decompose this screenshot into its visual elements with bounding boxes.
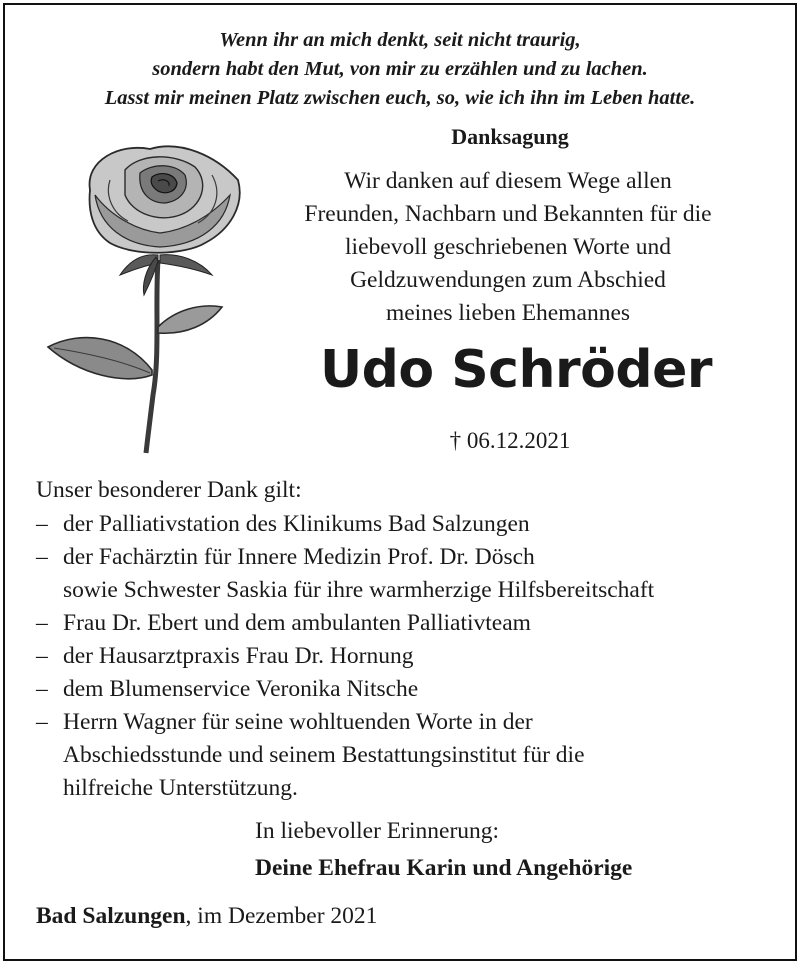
list-item-line: Herrn Wagner für seine wohltuenden Worte in der: [63, 709, 533, 735]
list-item-line: der Fachärztin für Innere Medizin Prof. Dr. Dösch: [63, 544, 535, 570]
signature-family: Deine Ehefrau Karin und Angehörige: [255, 855, 633, 881]
list-item-line: Abschiedsstunde und seinem Bestattungsinstitut für die: [63, 742, 585, 768]
thanks-intro: Unser besonderer Dank gilt:: [36, 477, 302, 503]
deceased-name: Udo Schröder: [319, 340, 713, 400]
list-item-line: der Hausarztpraxis Frau Dr. Hornung: [63, 643, 414, 669]
dash-bullet: –: [36, 709, 48, 735]
poem-line: sondern habt den Mut, von mir zu erzählen und zu lachen.: [152, 58, 648, 80]
list-item-line: der Palliativstation des Klinikums Bad Salzungen: [63, 511, 530, 537]
rose-illustration: [40, 135, 260, 455]
thanks-line: meines lieben Ehemannes: [385, 300, 631, 326]
death-date: † 06.12.2021: [449, 428, 571, 453]
list-item-line: sowie Schwester Saskia für ihre warmherzige Hilfsbereitschaft: [63, 577, 655, 603]
list-item: [36, 673, 776, 706]
thanks-line: liebevoll geschriebenen Worte und: [345, 234, 671, 260]
dash-bullet: –: [36, 643, 48, 669]
poem: [0, 26, 800, 113]
list-item-line: Frau Dr. Ebert und dem ambulanten Palliativteam: [63, 610, 531, 636]
thanks-line: Freunden, Nachbarn und Bekannten für die: [304, 201, 712, 227]
list-item: [36, 640, 776, 673]
thanks-line: Wir danken auf diesem Wege allen: [344, 168, 672, 194]
dash-bullet: –: [36, 544, 48, 570]
place-city: Bad Salzungen: [36, 903, 186, 929]
memory-line: In liebevoller Erinnerung:: [255, 818, 500, 844]
poem-line: Lasst mir meinen Platz zwischen euch, so, wie ich ihn im Leben hatte.: [104, 87, 696, 109]
list-item-line: dem Blumenservice Veronika Nitsche: [63, 676, 419, 702]
list-item: [36, 541, 776, 607]
thanks-text: [258, 165, 758, 330]
dash-bullet: –: [36, 676, 48, 702]
list-item: [36, 607, 776, 640]
dash-bullet: –: [36, 511, 48, 537]
thanks-list: [36, 508, 776, 805]
heading-danksagung: Danksagung: [451, 124, 569, 149]
place-date: [36, 903, 377, 930]
place-date-text: , im Dezember 2021: [185, 903, 378, 929]
thanks-line: Geldzuwendungen zum Abschied: [350, 267, 666, 293]
poem-line: Wenn ihr an mich denkt, seit nicht traurig,: [219, 29, 581, 51]
list-item: [36, 706, 776, 805]
dash-bullet: –: [36, 610, 48, 636]
list-item-line: hilfreiche Unterstützung.: [63, 775, 298, 801]
list-item: [36, 508, 776, 541]
